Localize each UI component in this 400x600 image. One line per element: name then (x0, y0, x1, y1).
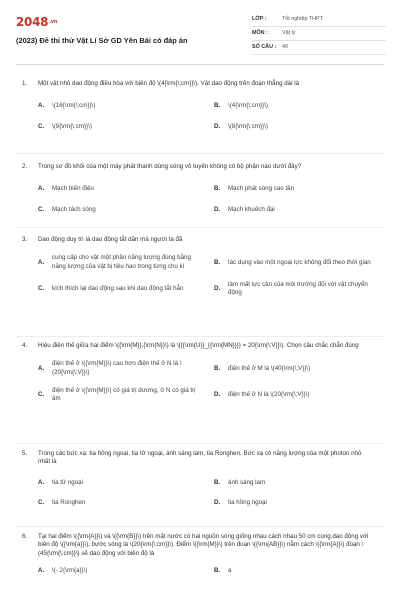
option-text: ánh sáng lam (228, 478, 266, 486)
question-3 (16, 236, 384, 298)
question-text: Tại hai điểm \({\rm{A}}\) và \({\rm{B}}\) trên mặt nước có hai nguồn sóng giống nhau cách nhau 50 cm cùng dao động với biên độ \({\rm{a}}\), bước sóng là \(20{\rm{\;cm}}\). Điểm \({\rm{M}}\) trên đoạn \({\rm{AB}}\) nằm cách \({\rm{A}}\) đoạn \(45{\rm{\;cm}}\) sẽ dao động với biên độ là (38, 533, 369, 557)
meta-row-count (252, 41, 386, 55)
question-separator (16, 227, 384, 228)
question-text: Dao động duy trì là dao động tắt dần mà người ta đã (38, 236, 183, 243)
question-text: Trong các bức xạ: tia hồng ngoại, tia tử ngoại, ánh sáng lam, tia Ronghen. Bức xạ có năng lượng của một photon nhỏ nhất là (38, 450, 362, 466)
option-text: Mạch phát sóng cao tần (228, 185, 295, 193)
meta-value-subject: Vật lý (282, 29, 296, 36)
answer-option-c[interactable] (38, 123, 208, 131)
answer-options (38, 479, 384, 508)
answer-option-c[interactable] (38, 499, 208, 507)
meta-value-class: Tốt nghiệp THPT (282, 15, 323, 22)
option-letter: D. (214, 499, 221, 507)
option-text: làm mất lực cản của môi trường đối với vật chuyển động (228, 281, 368, 297)
question-number: 1. (22, 80, 28, 87)
answer-option-c[interactable] (38, 387, 208, 404)
option-text: tia tử ngoại (52, 478, 83, 486)
answer-option-d[interactable] (214, 387, 384, 404)
answer-options (38, 102, 384, 131)
option-text: a (228, 567, 232, 575)
option-letter: B. (214, 258, 221, 266)
answer-option-d[interactable] (214, 206, 384, 214)
option-letter: D. (214, 122, 221, 130)
option-letter: B. (214, 102, 221, 110)
answer-option-c[interactable] (38, 281, 208, 298)
option-text: Mạch biến điệu (52, 185, 94, 193)
option-text: điện thế ở N là \(20{\rm{\;V}}\) (228, 391, 310, 399)
option-text: tác dụng vào một ngoại lực không đổi theo thời gian (228, 258, 371, 266)
option-letter: C. (38, 285, 45, 293)
answer-option-b[interactable] (214, 567, 384, 575)
option-text: \(- 2{\rm{a}}\) (52, 567, 88, 575)
answer-option-d[interactable] (214, 123, 384, 131)
site-logo[interactable] (16, 14, 57, 30)
question-separator (16, 153, 384, 154)
answer-option-b[interactable] (214, 102, 384, 110)
option-text: \(16{\rm{\;cm}}\) (52, 102, 96, 110)
option-letter: C. (38, 391, 45, 399)
option-text: \(4{\rm{\;cm}}\) (228, 102, 268, 110)
answer-option-b[interactable] (214, 185, 384, 193)
answer-option-c[interactable] (38, 206, 208, 214)
question-4 (16, 342, 384, 404)
option-text: điện thế ở \({\rm{M}}\) có giá trị dương, ở N có giá trị âm (52, 387, 196, 403)
logo-sub: .vn (49, 19, 58, 26)
meta-value-count: 40 (282, 43, 288, 50)
meta-row-subject (252, 27, 386, 41)
meta-label-class: LỚP : (252, 15, 267, 22)
answer-option-b[interactable] (214, 479, 384, 487)
option-text: \(8{\rm{\;cm}}\) (228, 122, 268, 130)
answer-option-a[interactable] (38, 185, 208, 193)
logo-main: 2048 (16, 15, 49, 29)
question-text: Trong sơ đồ khối của một máy phát thanh dùng sóng vô tuyến không có bộ phận nào dưới đây? (38, 163, 302, 170)
question-number: 4. (22, 342, 28, 349)
question-5 (16, 450, 384, 507)
answer-options (38, 360, 384, 403)
answer-options (38, 567, 384, 575)
document-title: (2023) Đề thi thử Vật Lí Sở GD Yên Bái có đáp án (16, 36, 188, 45)
question-separator (16, 526, 384, 527)
question-number: 6. (22, 533, 28, 540)
option-letter: B. (214, 567, 221, 575)
header-divider (16, 64, 384, 65)
option-letter: A. (38, 258, 45, 266)
option-text: tia hồng ngoại (228, 499, 267, 507)
question-2 (16, 163, 384, 214)
option-letter: A. (38, 185, 45, 193)
option-letter: D. (214, 391, 221, 399)
answer-option-d[interactable] (214, 281, 384, 298)
option-letter: C. (38, 205, 45, 213)
question-number: 2. (22, 163, 28, 170)
meta-label-count: SỐ CÂU : (252, 43, 277, 50)
exam-meta-table (252, 13, 386, 55)
option-text: điện thế ở \({\rm{M}}\) cao hơn điện thế ở N là \(20{\rm{\;V}}\) (52, 360, 182, 376)
option-letter: D. (214, 205, 221, 213)
option-letter: D. (214, 285, 221, 293)
option-letter: A. (38, 567, 45, 575)
document-header (0, 0, 400, 62)
answer-options (38, 254, 384, 297)
option-text: kích thích lại dao động sau khi dao động tắt hẳn (52, 285, 184, 293)
answer-option-a[interactable] (38, 567, 208, 575)
option-letter: C. (38, 122, 45, 130)
option-letter: A. (38, 364, 45, 372)
answer-option-b[interactable] (214, 254, 384, 271)
answer-option-b[interactable] (214, 360, 384, 377)
answer-option-a[interactable] (38, 479, 208, 487)
answer-options (38, 185, 384, 214)
option-letter: B. (214, 185, 221, 193)
option-letter: B. (214, 478, 221, 486)
question-6 (16, 533, 384, 575)
meta-label-subject: MÔN : (252, 29, 268, 36)
option-letter: A. (38, 478, 45, 486)
answer-option-a[interactable] (38, 254, 208, 271)
meta-row-class (252, 13, 386, 27)
option-text: \(9{\rm{\;cm}}\) (52, 122, 92, 130)
answer-option-d[interactable] (214, 499, 384, 507)
option-text: tia Ronghen (52, 499, 86, 507)
question-number: 5. (22, 450, 28, 457)
answer-option-a[interactable] (38, 102, 208, 110)
option-text: cung cấp cho vật một phần năng lượng đúng bằng năng lượng của vật bị tiêu hao trong từng chu kì (52, 254, 191, 270)
answer-option-a[interactable] (38, 360, 208, 377)
question-separator (16, 443, 384, 444)
option-text: Mạch khuếch đại (228, 205, 275, 213)
question-1 (16, 80, 384, 131)
option-text: điện thế ở M là \(40{\rm{\;V}}\) (228, 364, 311, 372)
question-text: Một vật nhỏ dao động điều hòa với biên độ \(4{\rm{\;cm}}\). Vật dao động trên đoạn thẳng dài là (38, 80, 300, 87)
question-separator (16, 336, 384, 337)
question-text: Hiệu điện thế giữa hai điểm \({\rm{M}},{\rm{N}}\) là \({{\rm{U}}_{{\rm{MN}}}} = 20{\rm{\;V}}\). Chọn câu chắc chắn đúng (38, 342, 359, 349)
question-number: 3. (22, 236, 28, 243)
option-letter: C. (38, 499, 45, 507)
option-letter: A. (38, 102, 45, 110)
option-letter: B. (214, 364, 221, 372)
option-text: Mạch tách sóng (52, 205, 96, 213)
